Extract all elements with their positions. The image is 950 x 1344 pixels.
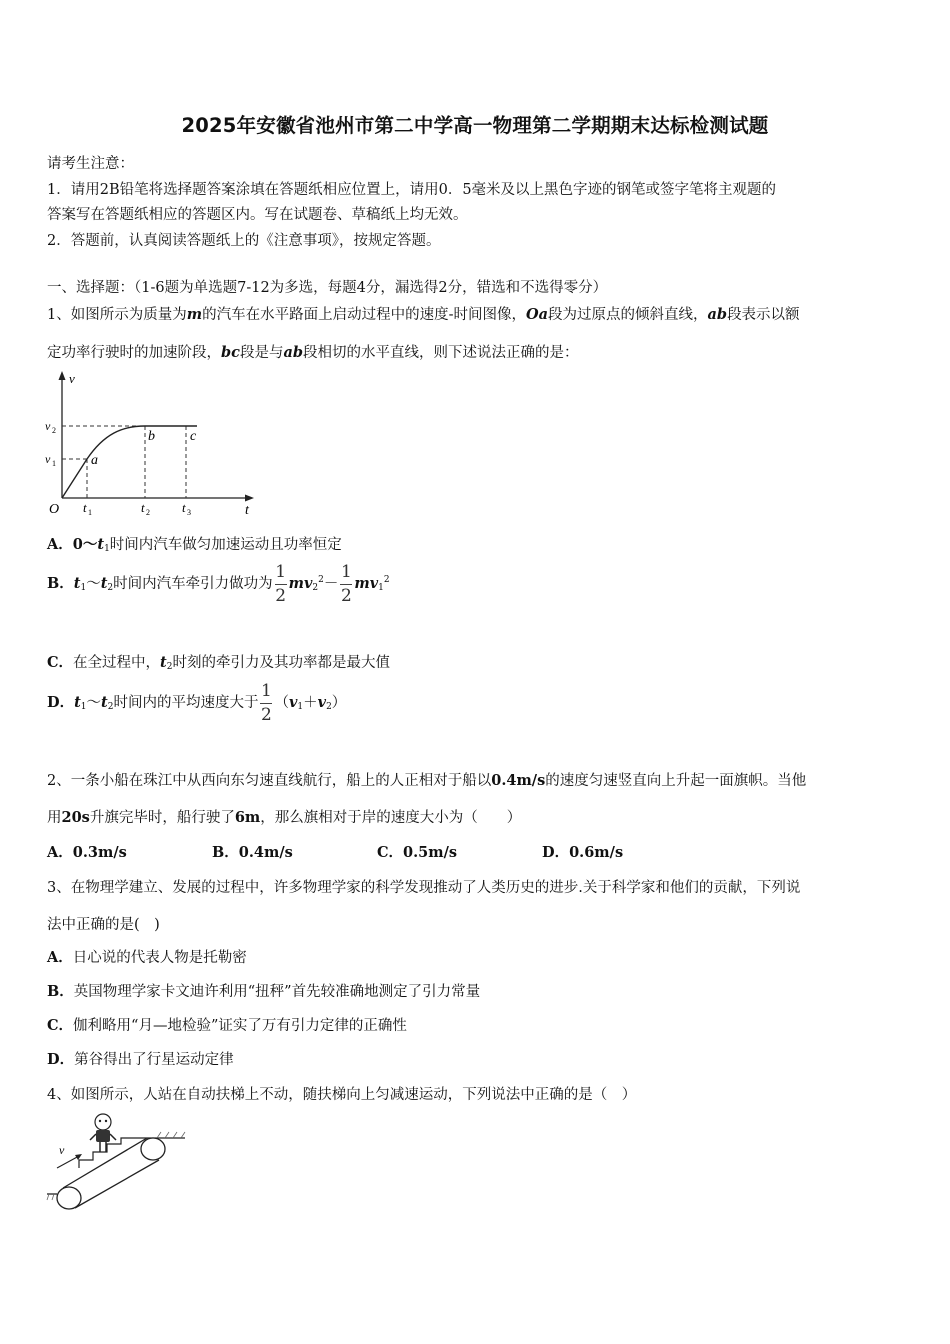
option-sub: 1: [297, 702, 304, 713]
option-label: D．: [47, 1051, 75, 1068]
velocity-label: v: [59, 1143, 65, 1157]
fraction-numerator: 1: [275, 562, 287, 582]
option-sub: 1: [80, 583, 87, 594]
t-axis-arrow: [245, 495, 254, 502]
fraction-denominator: 2: [275, 585, 287, 606]
option-label: A．: [47, 536, 73, 553]
fraction-one-half: [275, 563, 287, 605]
option-text: ～: [86, 576, 101, 593]
q1-stem-line-2: [47, 341, 579, 362]
option-text: ＋: [303, 695, 318, 712]
q1-var: ab: [707, 306, 728, 323]
option-label: C．: [47, 1017, 74, 1034]
option-sub: 1: [104, 544, 110, 554]
v2-label: v: [45, 419, 51, 433]
velocity-time-graph: [42, 366, 262, 518]
q2-value: 0.4m/s: [491, 772, 546, 789]
option-text: 0.4m/s: [238, 844, 293, 861]
option-var: v: [288, 694, 298, 712]
belt-top: [63, 1138, 147, 1188]
escalator-figure: [45, 1110, 187, 1214]
belt-bottom: [75, 1160, 159, 1208]
t2-label: t: [141, 500, 145, 515]
notice-heading: 请考生注意：: [47, 156, 134, 172]
option-text: ～: [86, 695, 102, 712]
t1-label-sub: 1: [88, 508, 92, 517]
q2-text: ，那么旗相对于岸的速度大小为（ ）: [260, 810, 522, 826]
option-text: （: [274, 695, 289, 712]
point-b-label: b: [148, 429, 155, 444]
upper-roller: [141, 1138, 165, 1160]
section-heading: 一、选择题：（1-6题为单选题7-12为多选，每题4分，漏选得2分，错选和不选得零分）: [47, 280, 608, 296]
v2-label-sub: 2: [52, 426, 56, 435]
fraction-one-half: [340, 563, 352, 605]
q2-value: 6m: [234, 809, 261, 826]
option-sub: 2: [107, 583, 114, 594]
fraction-numerator: 1: [340, 562, 352, 582]
q1-text: 定功率行驶时的加速阶段，: [47, 345, 221, 361]
q3-stem-line-1: 3、在物理学建立、发展的过程中，许多物理学家的科学发现推动了人类历史的进步.关于科学家和他们的贡献，下列说: [47, 880, 801, 896]
option-text: 0～: [72, 536, 98, 553]
q1-var: m: [186, 306, 203, 323]
option-var: t: [74, 694, 81, 712]
option-var: t: [160, 654, 167, 671]
q1-var: bc: [221, 344, 240, 361]
q3-option-b: [47, 980, 480, 1001]
option-text: 时刻的牵引力及其功率都是最大值: [172, 655, 390, 671]
option-text: 0.6m/s: [569, 844, 624, 861]
velocity-arrow: [57, 1156, 79, 1168]
option-text: 时间内汽车做匀加速运动且功率恒定: [109, 537, 342, 553]
q1-stem-line-1: [47, 303, 800, 324]
fraction-denominator: 2: [261, 704, 272, 725]
option-var: mv: [354, 575, 379, 593]
option-sub: 1: [80, 702, 87, 713]
q2-option-d: [542, 841, 623, 862]
option-text: 第谷得出了行星运动定律: [74, 1052, 234, 1068]
page-title: 2025年安徽省池州市第二中学高一物理第二学期期末达标检测试题: [181, 114, 769, 137]
option-var: t: [97, 536, 105, 553]
lower-roller: [57, 1187, 81, 1209]
q1-var: Oa: [525, 306, 549, 323]
q1-option-d: [47, 682, 346, 724]
option-label: C．: [377, 844, 404, 861]
option-text: 英国物理学家卡文迪许利用“扭秤”首先较准确地测定了引力常量: [73, 984, 481, 1000]
v1-label: v: [45, 452, 51, 466]
option-var: t: [100, 575, 108, 593]
t2-label-sub: 2: [146, 508, 150, 517]
person-body: [96, 1130, 110, 1142]
option-label: A．: [47, 844, 73, 861]
option-text: 时间内的平均速度大于: [113, 695, 259, 712]
option-var: t: [73, 575, 81, 593]
segment-Oa: [62, 459, 87, 498]
q1-text: 1、如图所示为质量为: [47, 307, 187, 323]
option-text: －: [323, 576, 339, 593]
option-label: A．: [47, 949, 73, 966]
q1-text: 的汽车在水平路面上启动过程中的速度-时间图像，: [202, 307, 526, 323]
q3-stem-line-2: 法中正确的是( ): [47, 917, 160, 933]
option-text: 伽利略用“月—地检验”证实了万有引力定律的正确性: [73, 1018, 407, 1034]
q1-text: 段相切的水平直线，则下述说法正确的是：: [303, 345, 579, 361]
q2-option-a: [47, 841, 127, 862]
option-sub: 2: [166, 662, 173, 672]
q2-value: 20s: [61, 809, 90, 826]
option-text: 在全过程中，: [73, 655, 161, 671]
q1-var: ab: [283, 344, 304, 361]
person-head: [95, 1114, 111, 1130]
q3-option-d: [47, 1048, 234, 1069]
option-var: v: [317, 694, 327, 712]
q3-option-a: [47, 946, 247, 967]
option-label: B．: [47, 575, 74, 593]
q1-text: 段是与: [239, 345, 284, 361]
origin-label: O: [49, 502, 60, 517]
option-text: 时间内汽车牵引力做功为: [113, 576, 273, 593]
q2-stem-line-2: [47, 806, 521, 827]
option-text: 日心说的代表人物是托勒密: [72, 950, 247, 966]
q2-stem-line-1: [47, 769, 806, 790]
point-a-label: a: [91, 453, 98, 468]
option-sup: 2: [383, 575, 390, 586]
q1-text: 段表示以额: [727, 307, 800, 323]
t3-label-sub: 3: [187, 508, 191, 517]
q1-option-c: [47, 651, 390, 672]
q3-option-c: [47, 1014, 407, 1035]
notice-item-2: 2．答题前，认真阅读答题纸上的《注意事项》，按规定答题。: [47, 233, 441, 249]
q2-option-c: [377, 841, 457, 862]
option-label: C．: [47, 654, 74, 671]
q2-text: 2、一条小船在珠江中从西向东匀速直线航行，船上的人正相对于船以: [47, 773, 492, 789]
option-sub: 1: [378, 583, 384, 594]
q1-option-a: [47, 533, 342, 554]
notice-item-1-line-2: 答案写在答题纸相应的答题区内。写在试题卷、草稿纸上均无效。: [47, 207, 468, 223]
q2-text: 的速度匀速竖直向上升起一面旗帜。当他: [545, 773, 807, 789]
q1-text: 段为过原点的倾斜直线，: [548, 307, 708, 323]
t3-label: t: [182, 500, 186, 515]
option-text: 0.3m/s: [72, 844, 127, 861]
option-sub: 2: [312, 583, 319, 594]
q2-option-b: [212, 841, 293, 862]
option-label: D．: [47, 694, 75, 712]
option-var: mv: [288, 575, 313, 593]
fraction-one-half: [260, 682, 272, 724]
notice-item-1-line-1: 1．请用2B铅笔将选择题答案涂填在答题纸相应位置上，请用0．5毫米及以上黑色字迹的钢笔或签字笔将主观题的: [47, 182, 777, 198]
q2-text: 用: [47, 810, 62, 826]
option-var: t: [101, 694, 108, 712]
v-axis-arrow: [59, 371, 66, 380]
axis-label-t: t: [245, 503, 249, 518]
option-label: B．: [47, 983, 74, 1000]
fraction-denominator: 2: [340, 585, 352, 606]
option-text: 0.5m/s: [403, 844, 458, 861]
q2-text: 升旗完毕时，船行驶了: [89, 810, 235, 826]
point-c-label: c: [190, 429, 197, 444]
q1-option-b: [47, 563, 390, 605]
option-sup: 2: [318, 575, 324, 586]
option-sub: 2: [107, 702, 114, 713]
t1-label: t: [83, 500, 87, 515]
q4-stem: 4、如图所示，人站在自动扶梯上不动，随扶梯向上匀减速运动，下列说法中正确的是（ ）: [47, 1087, 637, 1103]
option-label: B．: [212, 844, 239, 861]
axis-label-v: v: [69, 371, 75, 386]
v1-label-sub: 1: [52, 459, 56, 468]
option-text: ）: [331, 695, 347, 712]
fraction-numerator: 1: [261, 681, 272, 701]
option-sub: 2: [326, 702, 332, 713]
option-label: D．: [542, 844, 570, 861]
